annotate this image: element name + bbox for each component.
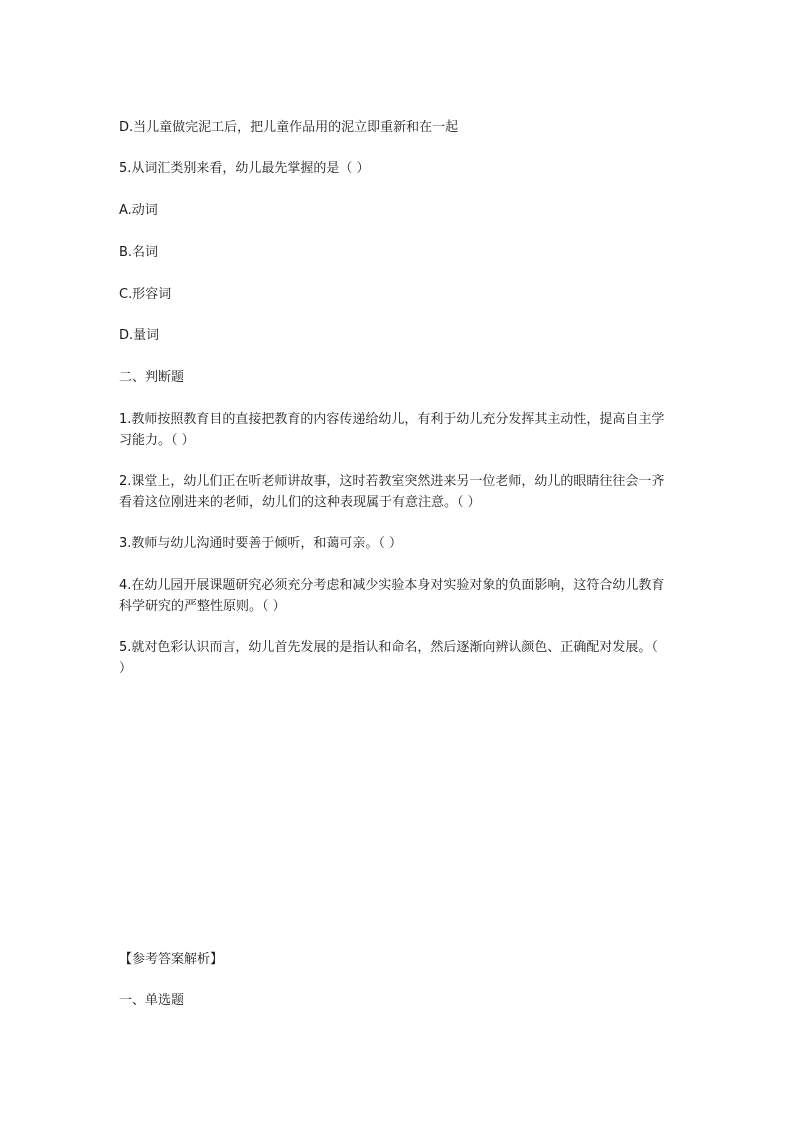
- question-5-option-a: A.动词: [119, 203, 158, 218]
- answers-heading: 【参考答案解析】: [119, 952, 224, 967]
- judgment-item-3: 3.教师与幼儿沟通时要善于倾听，和蔼可亲。（ ）: [119, 536, 403, 551]
- judgment-item-1: 1.教师按照教育目的直接把教育的内容传递给幼儿，有利于幼儿充分发挥其主动性，提高自主学习能力。（ ）: [119, 412, 665, 448]
- question-5-option-b: B.名词: [119, 245, 159, 260]
- question-5-option-d: D.量词: [119, 328, 160, 343]
- judgment-item-5: 5.就对色彩认识而言，幼儿首先发展的是指认和命名，然后逐渐向辨认颜色、正确配对发展。（ ）: [119, 640, 658, 676]
- judgment-item-2: 2.课堂上，幼儿们正在听老师讲故事，这时若教室突然进来另一位老师，幼儿的眼睛往往会一齐看着这位刚进来的老师，幼儿们的这种表现属于有意注意。（ ）: [119, 474, 665, 510]
- prev-option-d: D.当儿童做完泥工后，把儿童作品用的泥立即重新和在一起: [119, 120, 459, 135]
- question-5-stem: 5.从词汇类别来看，幼儿最先掌握的是（ ）: [119, 161, 370, 176]
- answers-subheading: 一、单选题: [119, 993, 185, 1008]
- judgment-item-4: 4.在幼儿园开展课题研究必须充分考虑和减少实验本身对实验对象的负面影响，这符合幼儿教育科学研究的严整性原则。（ ）: [119, 578, 665, 614]
- question-5-option-c: C.形容词: [119, 287, 172, 302]
- section-2-heading: 二、判断题: [119, 370, 185, 385]
